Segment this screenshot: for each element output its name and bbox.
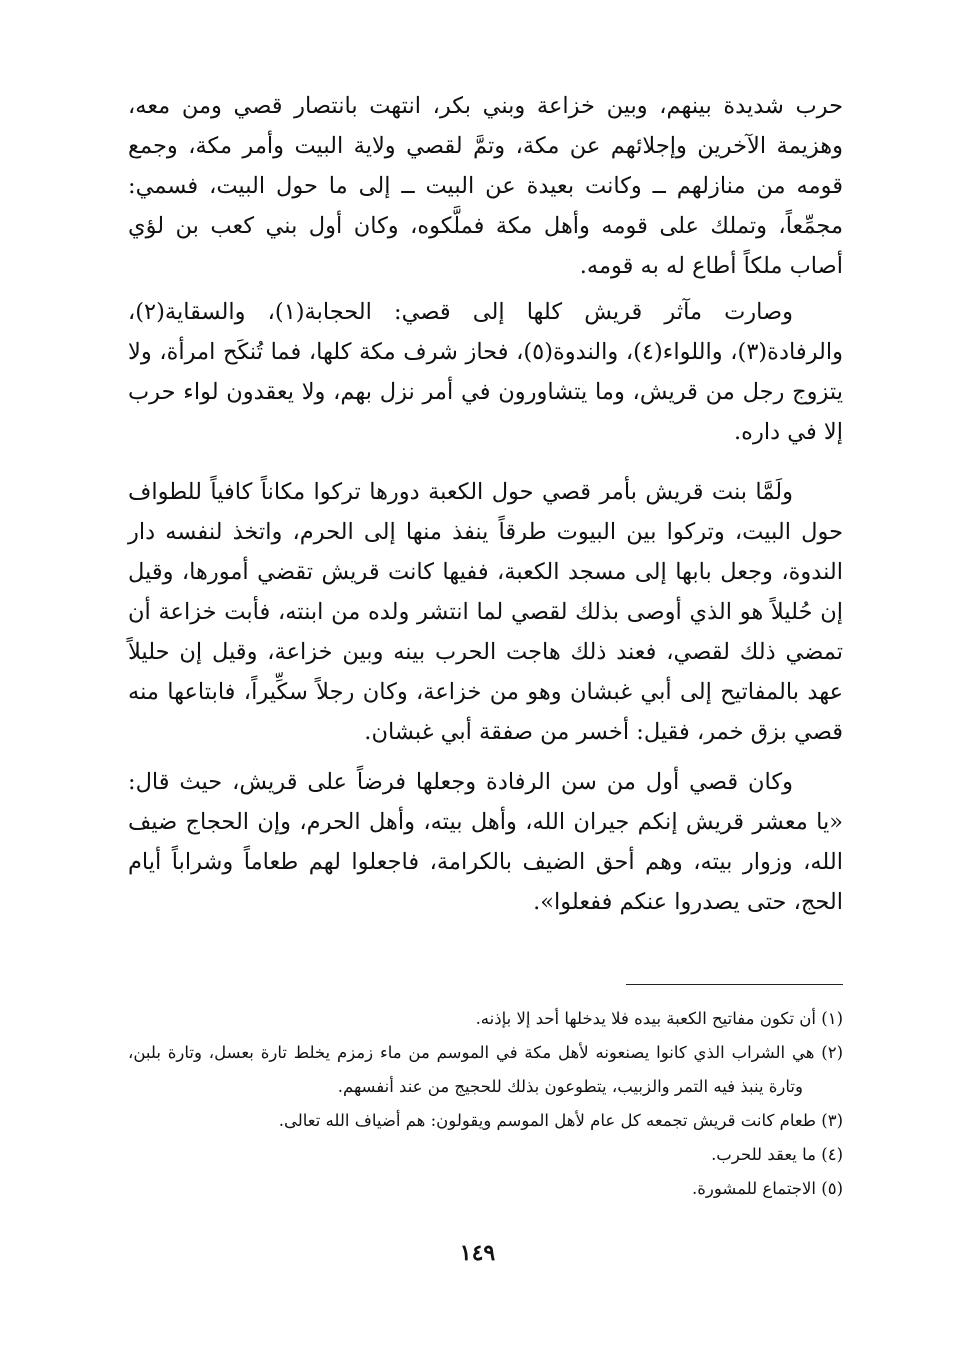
footnote: (١) أن تكون مفاتيح الكعبة بيده فلا يدخلها أحد إلا بإذنه.: [475, 1009, 843, 1028]
footnotes: [128, 1002, 843, 1206]
footnote: (٣) طعام كانت قريش تجمعه كل عام لأهل الموسم ويقولون: هم أضياف الله تعالى.: [278, 1111, 843, 1130]
footnote-divider: [626, 984, 843, 985]
footnote: (٤) ما يعقد للحرب.: [711, 1145, 843, 1164]
footnote: (٢) هي الشراب الذي كانوا يصنعونه لأهل مكة في الموسم من ماء زمزم يخلط تارة بعسل، وتارة بلبن، وتارة ينبذ فيه التمر والزبيب، يتطوعون بذلك للحجيج من عند أنفسهم.: [128, 1043, 843, 1096]
paragraph: حرب شديدة بينهم، وبين خزاعة وبني بكر، انتهت بانتصار قصي ومن معه، وهزيمة الآخرين وإجلائهم عن مكة، وتمَّ لقصي ولاية البيت وأمر مكة، وجمع قومه من منازلهم ــ وكانت بعيدة عن البيت ــ إلى ما حول البيت، فسمي: مجمِّعاً، وتملك على قومه وأهل مكة فملَّكوه، وكان أول بني كعب بن لؤي أصاب ملكاً أطاع له به قومه.: [128, 93, 843, 279]
main-text: [128, 86, 843, 922]
paragraph: وكان قصي أول من سن الرفادة وجعلها فرضاً على قريش، حيث قال: «يا معشر قريش إنكم جيران الله، وأهل بيته، وأهل الحرم، وإن الحجاج ضيف الله، وزوار بيته، وهم أحق الضيف بالكرامة، فاجعلوا لهم طعاماً وشراباً أيام الحج، حتى يصدروا عنكم ففعلوا».: [128, 769, 843, 915]
footnote: (٥) الاجتماع للمشورة.: [692, 1179, 843, 1198]
paragraph: ولَمَّا بنت قريش بأمر قصي حول الكعبة دورها تركوا مكاناً كافياً للطواف حول البيت، وتركوا بين البيوت طرقاً ينفذ منها إلى الحرم، واتخذ لنفسه دار الندوة، وجعل بابها إلى مسجد الكعبة، ففيها كانت قريش تقضي أمورها، وقيل إن حُليلاً هو الذي أوصى بذلك لقصي لما انتشر ولده من ابنته، فأبت خزاعة أن تمضي ذلك لقصي، فعند ذلك هاجت الحرب بينه وبين خزاعة، وقيل إن حليلاً عهد بالمفاتيح إلى أبي غبشان وهو من خزاعة، وكان رجلاً سكِّيراً، فابتاعها منه قصي بزق خمر، فقيل: أخسر من صفقة أبي غبشان.: [128, 479, 843, 745]
paragraph: وصارت مآثر قريش كلها إلى قصي: الحجابة(١)، والسقاية(٢)، والرفادة(٣)، واللواء(٤)، والندوة(٥)، فحاز شرف مكة كلها، فما تُنكَح امرأة، ولا يتزوج رجل من قريش، وما يتشاورون في أمر نزل بهم، ولا يعقدون لواء حرب إلا في داره.: [128, 299, 843, 445]
page-number: ١٤٩: [459, 1240, 496, 1266]
